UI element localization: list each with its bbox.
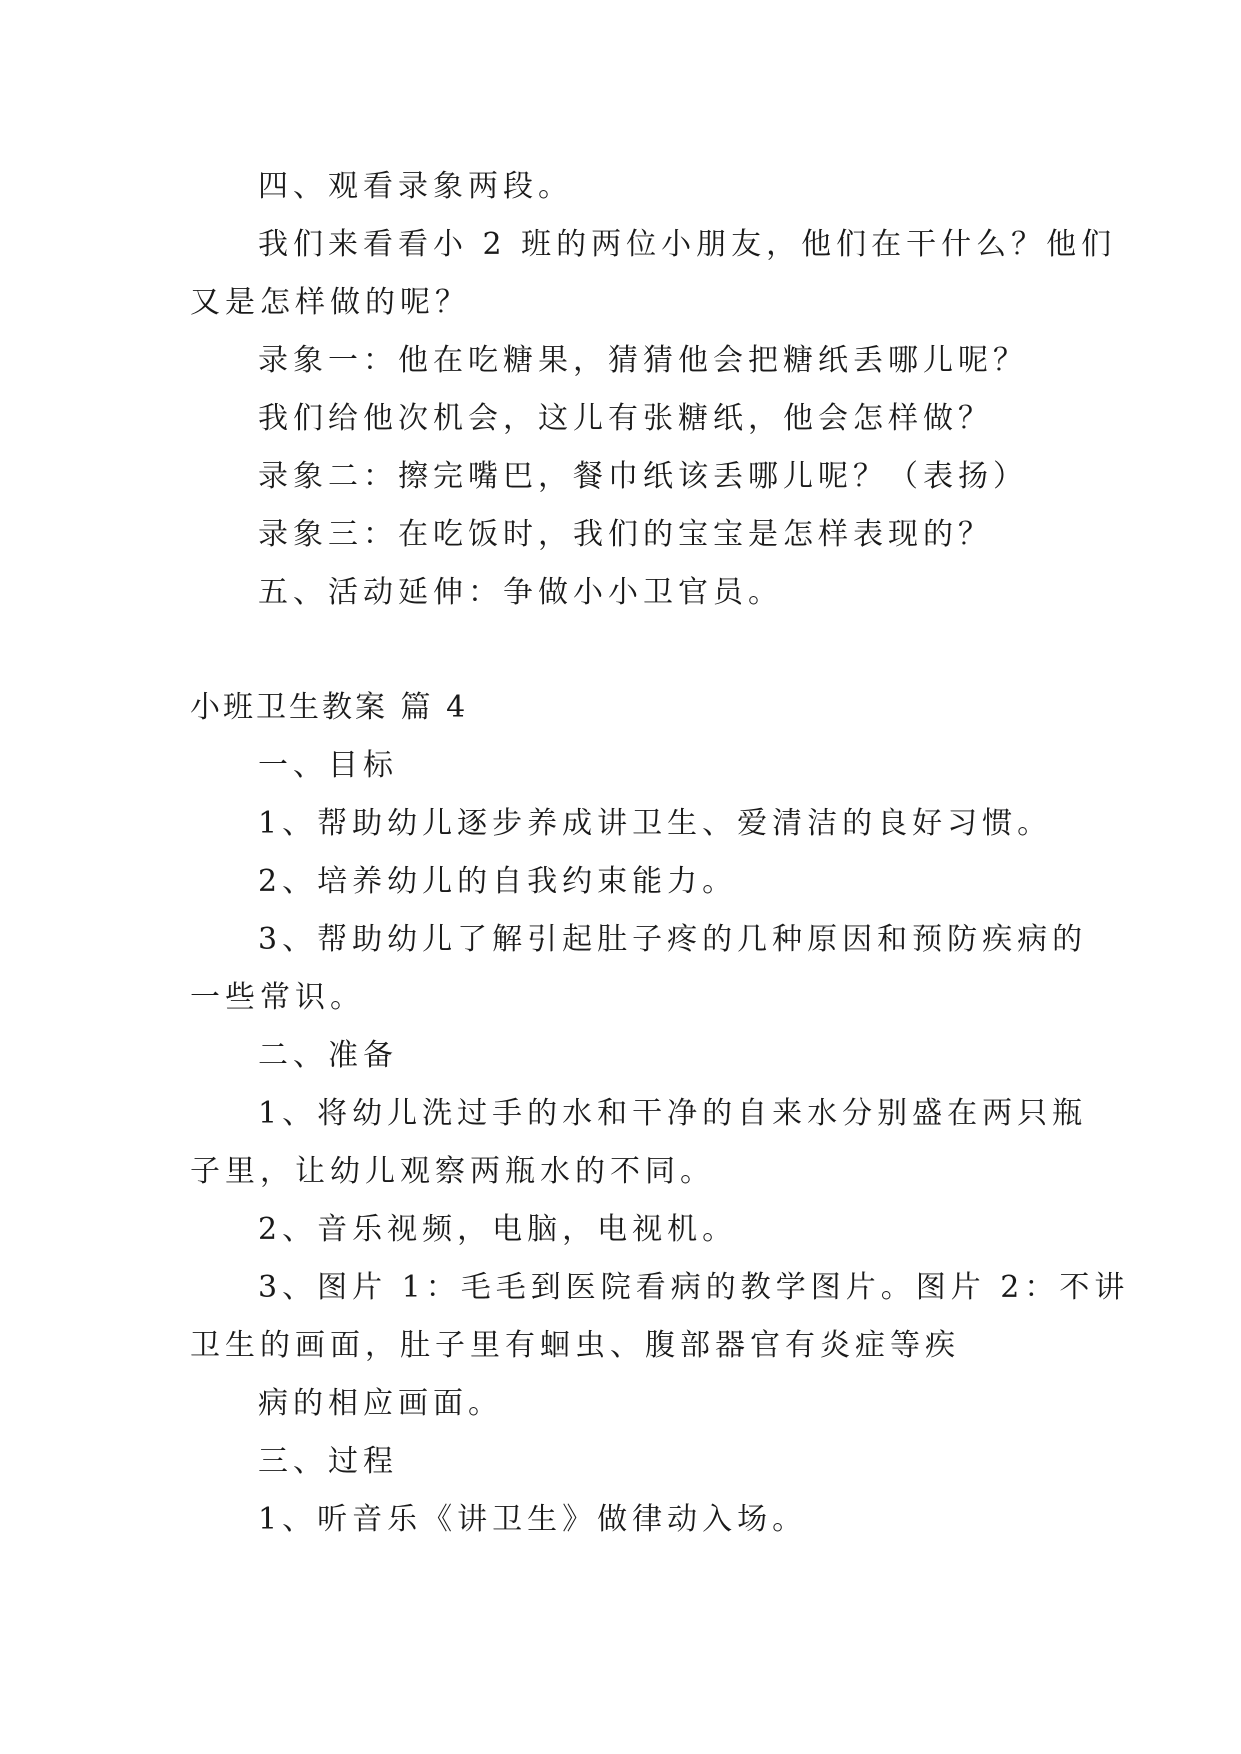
paragraph-line: 二、准备 <box>258 1038 398 1073</box>
paragraph-line: 我们来看看小 2 班的两位小朋友，他们在干什么？他们 <box>258 227 1117 262</box>
paragraph-line: 录象一：他在吃糖果，猜猜他会把糖纸丢哪儿呢？ <box>258 343 1028 378</box>
section-heading: 小班卫生教案 篇 4 <box>190 690 469 725</box>
paragraph-line: 五、活动延伸：争做小小卫官员。 <box>258 575 783 610</box>
paragraph-line: 卫生的画面，肚子里有蛔虫、腹部器官有炎症等疾 <box>190 1328 960 1363</box>
paragraph-line: 3、图片 1：毛毛到医院看病的教学图片。图片 2：不讲 <box>258 1270 1130 1305</box>
paragraph-line: 我们给他次机会，这儿有张糖纸，他会怎样做？ <box>258 401 993 436</box>
paragraph-line: 又是怎样做的呢？ <box>190 285 470 320</box>
paragraph-line: 录象二：擦完嘴巴，餐巾纸该丢哪儿呢？（表扬） <box>258 459 1028 494</box>
paragraph-line: 2、培养幼儿的自我约束能力。 <box>258 864 738 899</box>
paragraph-line: 病的相应画面。 <box>258 1386 503 1421</box>
paragraph-line: 2、音乐视频，电脑，电视机。 <box>258 1212 738 1247</box>
paragraph-line: 1、将幼儿洗过手的水和干净的自来水分别盛在两只瓶 <box>258 1096 1088 1131</box>
paragraph-line: 一、目标 <box>258 748 398 783</box>
paragraph-line: 三、过程 <box>258 1444 398 1479</box>
paragraph-line: 1、听音乐《讲卫生》做律动入场。 <box>258 1502 808 1537</box>
paragraph-line: 录象三：在吃饭时，我们的宝宝是怎样表现的？ <box>258 517 993 552</box>
paragraph-line: 1、帮助幼儿逐步养成讲卫生、爱清洁的良好习惯。 <box>258 806 1053 841</box>
paragraph-line: 一些常识。 <box>190 980 365 1015</box>
paragraph-line: 子里，让幼儿观察两瓶水的不同。 <box>190 1154 715 1189</box>
paragraph-line: 3、帮助幼儿了解引起肚子疼的几种原因和预防疾病的 <box>258 922 1088 957</box>
paragraph-line: 四、观看录象两段。 <box>258 169 573 204</box>
